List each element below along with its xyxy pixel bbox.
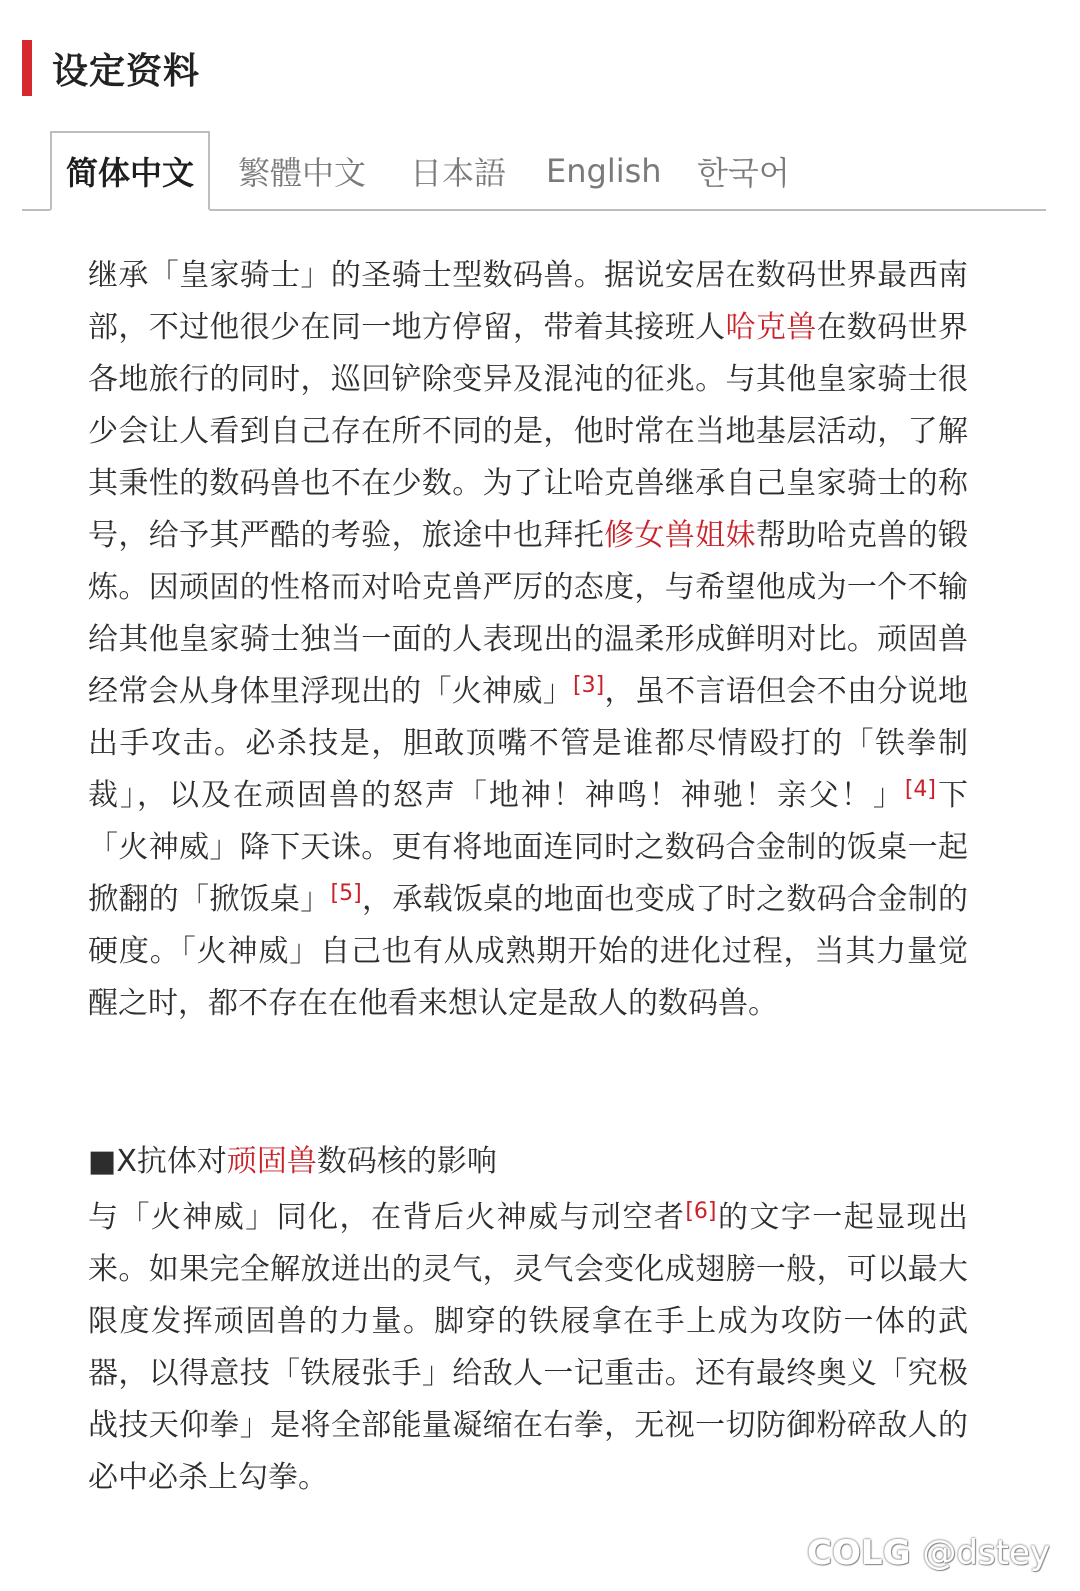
x-antibody-paragraph bbox=[88, 1192, 968, 1504]
paragraph-text: ，虽不言语但会不由分说地出手攻击。必杀技是，胆敢顶嘴不管是谁都尽情殴打的「铁拳制裁」，以及在顽固兽的怒声「地神！神鸣！神驰！亲父！」 bbox=[88, 674, 969, 813]
tab-traditional-chinese[interactable]: 繁體中文 bbox=[238, 154, 367, 192]
paragraph-text: 下「火神威」降下天诛。更有将地面连同时之数码合金制的饭桌一起掀翻的「掀饭桌」 bbox=[88, 778, 969, 917]
section-header bbox=[22, 40, 200, 96]
language-tabs bbox=[22, 131, 1046, 211]
paragraph-text: 帮助哈克兽的锻炼。因顽固的性格而对哈克兽严厉的态度，与希望他成为一个不输给其他皇家骑士独当一面的人表现出的温柔形成鲜明对比。顽固兽经常会从身体里浮现出的「火神威」 bbox=[88, 518, 969, 709]
tab-english[interactable]: English bbox=[546, 152, 662, 190]
link-gankoomon[interactable]: 顽固兽 bbox=[226, 1144, 317, 1179]
watermark bbox=[807, 1533, 1050, 1573]
paragraph-text: ，承载饭桌的地面也变成了时之数码合金制的硬度。「火神威」自己也有从成熟期开始的进化过程，当其力量觉醒之时，都不存在在他看来想认定是敌人的数码兽。 bbox=[88, 882, 969, 1021]
section-accent-bar bbox=[22, 40, 32, 96]
tab-korean[interactable]: 한국어 bbox=[697, 154, 790, 192]
paragraph-text: 继承「皇家骑士」的圣骑士型数码兽。据说安居在数码世界最西南部，不过他很少在同一地方停留，带着其接班人 bbox=[88, 258, 968, 345]
section-title: 设定资料 bbox=[52, 50, 201, 92]
description-paragraph bbox=[88, 250, 968, 1030]
heading-suffix: 数码核的影响 bbox=[316, 1144, 497, 1179]
paragraph-text: 在数码世界各地旅行的同时，巡回铲除变异及混沌的征兆。与其他皇家骑士很少会让人看到自己存在所不同的是，他时常在当地基层活动，了解其秉性的数码兽也不在少数。为了让哈克兽继承自己皇家骑士的称号，给予其严酷的考验，旅途中也拜托 bbox=[88, 310, 969, 553]
tab-simplified-chinese[interactable]: 简体中文 bbox=[50, 131, 210, 211]
x-antibody-heading bbox=[88, 1136, 968, 1188]
reference-6[interactable]: [6] bbox=[685, 1199, 717, 1224]
reference-3[interactable]: [3] bbox=[573, 673, 605, 698]
reference-5[interactable]: [5] bbox=[330, 881, 362, 906]
watermark-handle: @dstey bbox=[922, 1533, 1050, 1573]
link-sistermon-sisters[interactable]: 修女兽姐妹 bbox=[604, 518, 756, 553]
reference-4[interactable]: [4] bbox=[904, 777, 937, 802]
watermark-logo: COLG bbox=[807, 1533, 911, 1573]
tab-japanese[interactable]: 日本語 bbox=[410, 154, 507, 192]
paragraph-text: 的文字一起显现出来。如果完全解放迸出的灵气，灵气会变化成翅膀一般，可以最大限度发挥顽固兽的力量。脚穿的铁屐拿在手上成为攻防一体的武器，以得意技「铁屐张手」给敌人一记重击。还有最终奥义「究极战技天仰拳」是将全部能量凝缩在右拳，无视一切防御粉碎敌人的必中必杀上勾拳。 bbox=[88, 1200, 969, 1495]
heading-prefix: ■X抗体对 bbox=[88, 1144, 227, 1179]
link-hackmon[interactable]: 哈克兽 bbox=[725, 310, 817, 345]
paragraph-text: 与「火神威」同化，在背后火神威与刓空者 bbox=[88, 1200, 686, 1235]
